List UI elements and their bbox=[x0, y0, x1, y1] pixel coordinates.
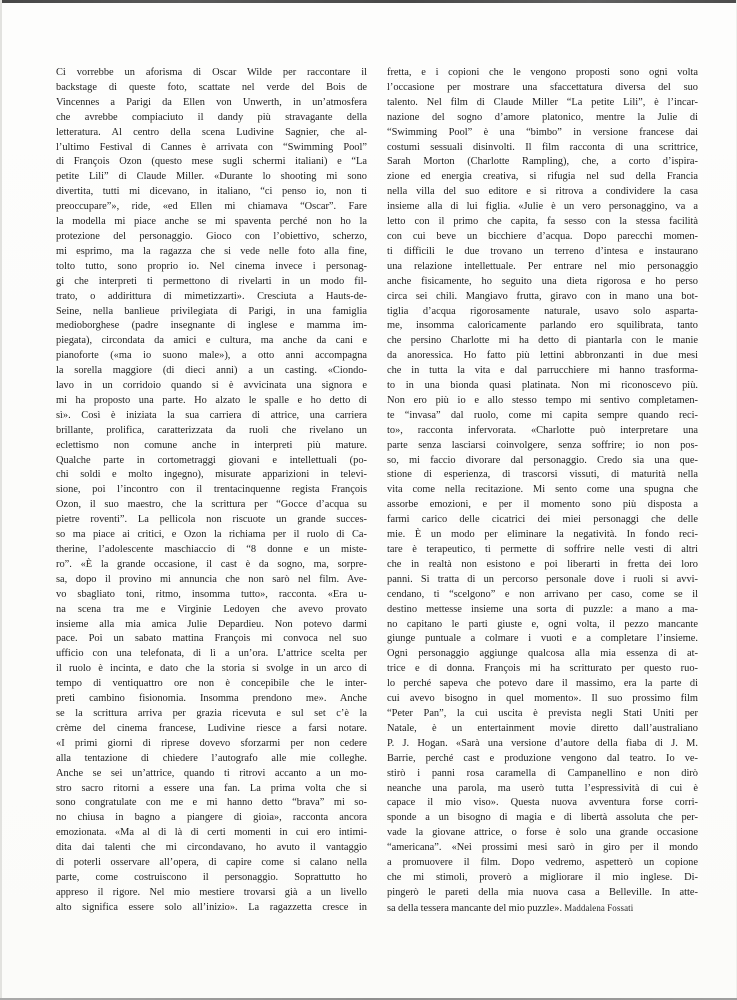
text-line: nazione del sogno d’amore platonico, mentre la Julie di bbox=[387, 111, 698, 123]
text-line: vade la giovane attrice, o forse è solo una grande occasione bbox=[387, 827, 698, 839]
text-line: medioborghese (padre insegnante di inglese e mamma im- bbox=[56, 320, 367, 332]
text-line: che persino Charlotte mi ha detto di piantarla con le manie bbox=[387, 335, 698, 347]
text-line: trato, o addirittura di mimetizzarti». Cresciuta a Hauts-de- bbox=[56, 290, 367, 302]
text-line: assorbe emozioni, e per il momento sono più disposta a bbox=[387, 499, 698, 511]
text-line: no chiusa in bagno a piangere di gioia», racconta ancora bbox=[56, 812, 367, 824]
text-line: farmi carico delle cicatrici dei miei personaggi che delle bbox=[387, 514, 698, 526]
text-line: Qualche parte in cortometraggi giovani e intellettuali (po- bbox=[56, 454, 367, 466]
text-line: che avrebbe compiaciuto il dandy più stravagante della bbox=[56, 111, 367, 123]
text-line: tiglia d’acqua rigorosamente naturale, usavo solo asparta- bbox=[387, 305, 698, 317]
text-line: Barrie, perché cast e produzione vengono dal teatro. Io ve- bbox=[387, 752, 698, 764]
text-line: eclettismo non comune anche in interpreti più mature. bbox=[56, 439, 367, 451]
text-line: Ozon, il suo maestro, che la scrittura per “Gocce d’acqua su bbox=[56, 499, 367, 511]
text-line: sa, dopo il provino mi annuncia che non sarò nel film. Ave- bbox=[56, 573, 367, 585]
text-line: nella villa del suo editore e si ritrova a condividere la casa bbox=[387, 186, 698, 198]
text-line: l’ultimo Festival di Cannes è arrivata con “Swimming Pool” bbox=[56, 141, 367, 153]
text-line: “Swimming Pool” è una “bimbo” in versione francese dai bbox=[387, 126, 698, 138]
text-line: costumi sessuali disinvolti. Il film racconta di una scrittrice, bbox=[387, 141, 698, 153]
text-line: tolto tutto, sono proprio io. Nel cinema invece i personag- bbox=[56, 260, 367, 272]
text-line: destino mettesse insieme una sorta di puzzle: a mano a ma- bbox=[387, 603, 698, 615]
text-line: «I primi giorni di riprese dovevo sforzarmi per non cedere bbox=[56, 737, 367, 749]
text-line: alla tentazione di chiedere l’autografo alle mie colleghe. bbox=[56, 752, 367, 764]
text-line: mie. È un modo per eliminare la negatività. In fondo reci- bbox=[387, 529, 698, 541]
text-line: ro”. «È la grande occasione, il cast è da sogno, ma, sorpre- bbox=[56, 558, 367, 570]
text-line: pietre roventi”. La pellicola non riscuote un grande succes- bbox=[56, 514, 367, 526]
text-line: tare è terapeutico, ti permette di soffrire nelle vesti di altri bbox=[387, 544, 698, 555]
text-line: ti difficili le due trovano un terreno d’intesa e instaurano bbox=[387, 245, 698, 257]
text-line: anche fisicamente, ho seguito una dieta rigorosa e ho perso bbox=[387, 275, 698, 287]
text-line: Seine, nella banlieue privilegiata di Parigi, in una famiglia bbox=[56, 305, 367, 317]
text-line: talento. Nel film di Claude Miller “La petite Lili”, è l’incar- bbox=[387, 96, 698, 108]
text-line: stro sacro ritorni a essere una fan. La prima volta che si bbox=[56, 782, 367, 794]
text-line: insieme alla mia amica Julie Depardieu. Non potevo darmi bbox=[56, 618, 367, 630]
text-line: giunge puntuale a colmare i vuoti e a completare l’insieme. bbox=[387, 633, 698, 645]
text-line: il ruolo è incinta, e dato che la storia si svolge in un arco di bbox=[56, 663, 367, 675]
text-line: di François Ozon (questo mese sugli schermi italiani) e “La bbox=[56, 156, 367, 168]
text-line: gi che interpreti ti permettono di rivelarti in un modo fil- bbox=[56, 275, 367, 287]
text-line: piegata), circondata da amici e cultura, ma anche da cani e bbox=[56, 335, 367, 347]
text-line: appreso il rigore. Nel mio mestiere trovarsi già a un livello bbox=[56, 886, 367, 898]
text-line: con cui beve un bicchiere d’acqua. Dopo parecchi momen- bbox=[387, 230, 698, 242]
text-line: cendano, ti “scelgono” e non arrivano per caso, come se il bbox=[387, 588, 698, 600]
text-line: me, insomma caloricamente parlando ero squilibrata, tanto bbox=[387, 320, 698, 332]
text-line: letto con il primo che capita, fa sesso con la stessa facilità bbox=[387, 216, 698, 228]
text-line: trice e di donna. François mi ha scritturato per questo ruo- bbox=[387, 663, 698, 675]
text-line: letteratura. Al centro della scena Ludivine Sagnier, che al- bbox=[56, 126, 367, 138]
text-line: protezione del personaggio. Gioco con l’obiettivo, scherzo, bbox=[56, 230, 367, 242]
text-line: te “invasa” dal ruolo, come mi capita sempre quando reci- bbox=[387, 409, 698, 421]
article-column-left bbox=[56, 66, 367, 916]
text-line: che in tutta la vita e dal parrucchiere mi hanno trasforma- bbox=[387, 365, 698, 377]
text-line: tempo di ventiquattro ore non è concepibile che le inter- bbox=[56, 678, 367, 690]
text-line: preti cambino fisionomia. Insomma prendono me». Anche bbox=[56, 693, 367, 705]
author-byline: Maddalena Fossati bbox=[562, 902, 634, 913]
text-line: stirò i panni rosa caramella di Campanellino e non dirò bbox=[387, 767, 698, 779]
text-line: parte senza lasciarsi coinvolgere, senza soffrire; io non pos- bbox=[387, 439, 698, 451]
text-line: circa sei chili. Mangiavo frutta, giravo con in mano una bot- bbox=[387, 290, 698, 302]
text-line: so ma piace ai critici, e Ozon la richiama per il ruolo di Ca- bbox=[56, 529, 367, 541]
text-line: zione ed energia creativa, si rifugia nel sud della Francia bbox=[387, 171, 698, 183]
text-line: sì». Così è iniziata la sua carriera di attrice, una carriera bbox=[56, 409, 367, 421]
text-line: pianoforte («ma io suono male»), a otto anni accompagna bbox=[56, 350, 367, 362]
text-line: Natale, è un entertainment movie diretto dall’australiano bbox=[387, 722, 698, 734]
text-line: petite Lili” di Claude Miller. «Durante lo shooting mi sono bbox=[56, 171, 367, 183]
text-line: “americana”. «Nei prossimi mesi sarò in giro per il mondo bbox=[387, 842, 698, 854]
text-line: to in una bionda quasi platinata. Non mi riconoscevo più. bbox=[387, 380, 698, 392]
text-line: che mi stimoli, proverò a migliorare il mio inglese. Di- bbox=[387, 871, 698, 883]
text-line: vita come nella recitazione. Mi sento come una spugna che bbox=[387, 484, 698, 496]
text-line: cui avevo bisogno in quel momento». Il suo prossimo film bbox=[387, 693, 698, 705]
text-line: pace. Poi un sabato mattina François mi convoca nel suo bbox=[56, 633, 367, 645]
text-line: una relazione intellettuale. Per entrare nel mio personaggio bbox=[387, 260, 698, 272]
text-line: Anche se sei un’attrice, quando ti ritrovi accanto a un mo- bbox=[56, 767, 367, 779]
text-line: l’occasione per mostrare una sfaccettatura diversa del suo bbox=[387, 81, 698, 93]
text-line: lo perché sapeva che potevo dare il massimo, era la parte di bbox=[387, 678, 698, 690]
article-column-right bbox=[387, 66, 698, 916]
text-line: panni. Si tratta di un percorso personale dove i ruoli si avvi- bbox=[387, 573, 698, 585]
text-line: Vincennes a Parigi da Ellen von Unwerth, in un’atmosfera bbox=[56, 96, 367, 108]
text-line: la modella mi piace anche se mi spaventa perché non ho la bbox=[56, 216, 367, 228]
text-line: se la scrittura arriva per grazia ricevuta e sul set c’è la bbox=[56, 707, 367, 719]
text-line: pingerò le pareti della mia nuova casa a Belleville. In atte- bbox=[387, 886, 698, 898]
text-line: lavo in un corridoio quando si è avvicinata una signora e bbox=[56, 380, 367, 392]
text-line: therine, l’adolescente maschiaccio di “8 donne e un miste- bbox=[56, 544, 367, 555]
text-line: backstage di queste foto, scattate nel verde del Bois de bbox=[56, 81, 367, 93]
text-line: so, mi faccio divorare dal personaggio. Credo sia una que- bbox=[387, 454, 698, 466]
page-left-edge bbox=[0, 0, 2, 1000]
text-line: capace il mio viso». Questa nuova avventura forse corri- bbox=[387, 797, 698, 809]
text-line: alto significa essere solo all’inizio». La ragazzetta cresce in bbox=[56, 901, 367, 913]
text-line: mi esprimo, ma la ragazza che si vede nelle foto alla fine, bbox=[56, 245, 367, 257]
text-line: sa della tessera mancante del mio puzzle». Maddalena Fossati bbox=[387, 902, 634, 914]
text-line: preoccupare”», ride, «ed Ellen mi chiamava “Oscar”. Fare bbox=[56, 201, 367, 213]
text-line: sponde a un bisogno di magia e di libertà assoluta che per- bbox=[387, 812, 698, 824]
text-line: divertita, tutti mi dicevano, in italiano, “ci penso io, non ti bbox=[56, 186, 367, 198]
text-line: crème del cinema francese, Ludivine riesce a farsi notare. bbox=[56, 722, 367, 734]
text-line: na scena tra me e Virginie Ledoyen che avevo provato bbox=[56, 603, 367, 615]
text-line: brillante, prolifica, caratterizzata da ruoli che rivelano un bbox=[56, 424, 367, 436]
text-line: di poterli osservare all’opera, di capire come si calano nella bbox=[56, 857, 367, 869]
text-line: P. J. Hogan. «Sarà una versione d’autore della fiaba di J. M. bbox=[387, 737, 698, 749]
text-line: ufficio con una telefonata, di lì a un’ora. L’attrice scelta per bbox=[56, 648, 367, 660]
text-line: stione di esperienza, di trascorsi vissuti, di maturità nella bbox=[387, 469, 698, 481]
text-line: la sorella maggiore (di dieci anni) a un casting. «Ciondo- bbox=[56, 365, 367, 377]
text-line: Sarah Morton (Charlotte Rampling), che, a corto d’ispira- bbox=[387, 156, 698, 168]
text-line: mi ha proposto una parte. Ho alzato le spalle e ho detto di bbox=[56, 394, 367, 406]
text-line: a promuovere il film. Dopo vedremo, aspetterò un copione bbox=[387, 857, 698, 869]
text-line: da anoressica. Ho fatto più lettini abbronzanti in due mesi bbox=[387, 350, 698, 362]
text-line: Non ero più io e allo stesso tempo mi sentivo completamen- bbox=[387, 394, 698, 406]
text-line: Ogni personaggio aggiunge qualcosa alla mia essenza di at- bbox=[387, 648, 698, 660]
text-line: to», racconta infervorata. «Charlotte può interpretare una bbox=[387, 424, 698, 436]
text-line: dita dai talenti che mi circondavano, ho avuto il vantaggio bbox=[56, 842, 367, 854]
text-line: insieme alla di lui figlia. «Julie è un vero personaggino, va a bbox=[387, 201, 698, 213]
text-line: sione, poi l’incontro con il trentacinquenne regista François bbox=[56, 484, 367, 496]
text-line: parte, come costruiscono il personaggio. Soprattutto ho bbox=[56, 871, 367, 883]
text-line: Ci vorrebbe un aforisma di Oscar Wilde per raccontare il bbox=[56, 67, 367, 78]
text-line: neanche una parola, ma userò tutta l’espressività di cui è bbox=[387, 782, 698, 794]
text-line: “Peter Pan”, la cui uscita è prevista negli Stati Uniti per bbox=[387, 707, 698, 719]
page-top-edge bbox=[0, 0, 737, 3]
text-line: emozionata. «Ma al di là di certi momenti in cui ero intimi- bbox=[56, 827, 367, 839]
text-line: fretta, e i copioni che le vengono proposti sono ogni volta bbox=[387, 67, 698, 78]
text-line: che in realtà non esistono e poi liberarti in fretta dei loro bbox=[387, 558, 698, 570]
text-line: vo sbagliato toni, ritmo, insomma tutto», racconta. «Era u- bbox=[56, 588, 367, 600]
text-line: chi soldi e molto ingegno), misurate apparizioni in televi- bbox=[56, 469, 367, 481]
text-line: sono congratulate con me e mi hanno detto “brava” mi so- bbox=[56, 797, 367, 809]
text-line: no capitano le parti giuste e, ogni volta, il pezzo mancante bbox=[387, 618, 698, 630]
